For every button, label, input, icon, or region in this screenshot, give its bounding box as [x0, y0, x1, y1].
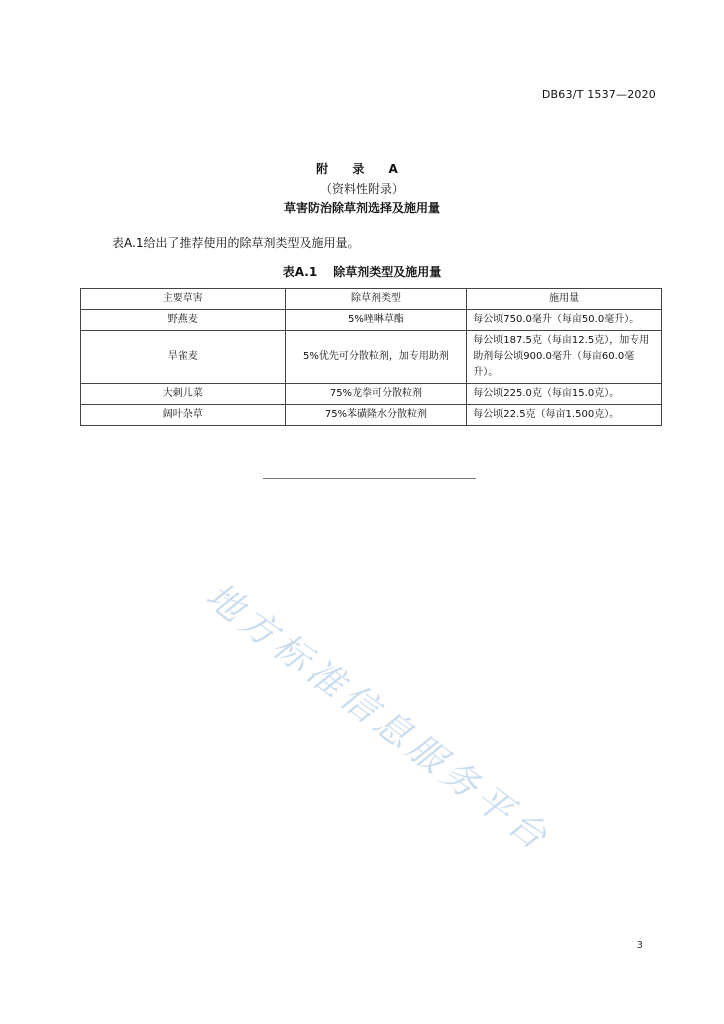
herbicide-cell: 75%龙拳可分散粒剂: [285, 384, 467, 405]
table-header-row: [81, 289, 662, 310]
weed-cell: 大刺儿菜: [81, 384, 286, 405]
herbicide-cell: 5%优先可分散粒剂，加专用助剂: [285, 331, 467, 384]
weed-cell: 阔叶杂草: [81, 405, 286, 426]
standard-code: DB63/T 1537—2020: [541, 88, 656, 101]
dosage-cell: 每公顷750.0毫升（每亩50.0毫升）。: [467, 310, 662, 331]
weed-cell: 旱雀麦: [81, 331, 286, 384]
table-row: [81, 331, 662, 384]
dosage-cell: 每公顷225.0克（每亩15.0克）。: [467, 384, 662, 405]
table-caption: 除草剂类型及施用量: [333, 265, 442, 279]
column-header-weed: 主要草害: [81, 289, 286, 310]
page-number: 3: [636, 940, 643, 951]
table-row: [81, 384, 662, 405]
end-of-appendix-rule: [263, 478, 476, 479]
appendix-title: 附 录 A: [316, 162, 408, 176]
dosage-cell: 每公顷187.5克（每亩12.5克），加专用助剂每公顷900.0毫升（每亩60.0毫升）。: [467, 331, 662, 384]
appendix-heading: 草害防治除草剂选择及施用量: [283, 201, 440, 215]
herbicide-cell: 5%唑啉草酯: [285, 310, 467, 331]
appendix-subtitle: （资料性附录）: [319, 182, 404, 196]
table-title: [0, 263, 724, 280]
intro-paragraph: 表A.1给出了推荐使用的除草剂类型及施用量。: [112, 236, 360, 250]
table-number: 表A.1: [282, 265, 318, 279]
column-header-dosage: 施用量: [467, 289, 662, 310]
column-header-herbicide: 除草剂类型: [285, 289, 467, 310]
table-row: [81, 405, 662, 426]
herbicide-cell: 75%苯磺隆水分散粒剂: [285, 405, 467, 426]
dosage-cell: 每公顷22.5克（每亩1.500克）。: [467, 405, 662, 426]
herbicide-table: [80, 288, 662, 426]
table-row: [81, 310, 662, 331]
watermark-text: 地方标准信息服务平台: [198, 575, 559, 861]
weed-cell: 野燕麦: [81, 310, 286, 331]
